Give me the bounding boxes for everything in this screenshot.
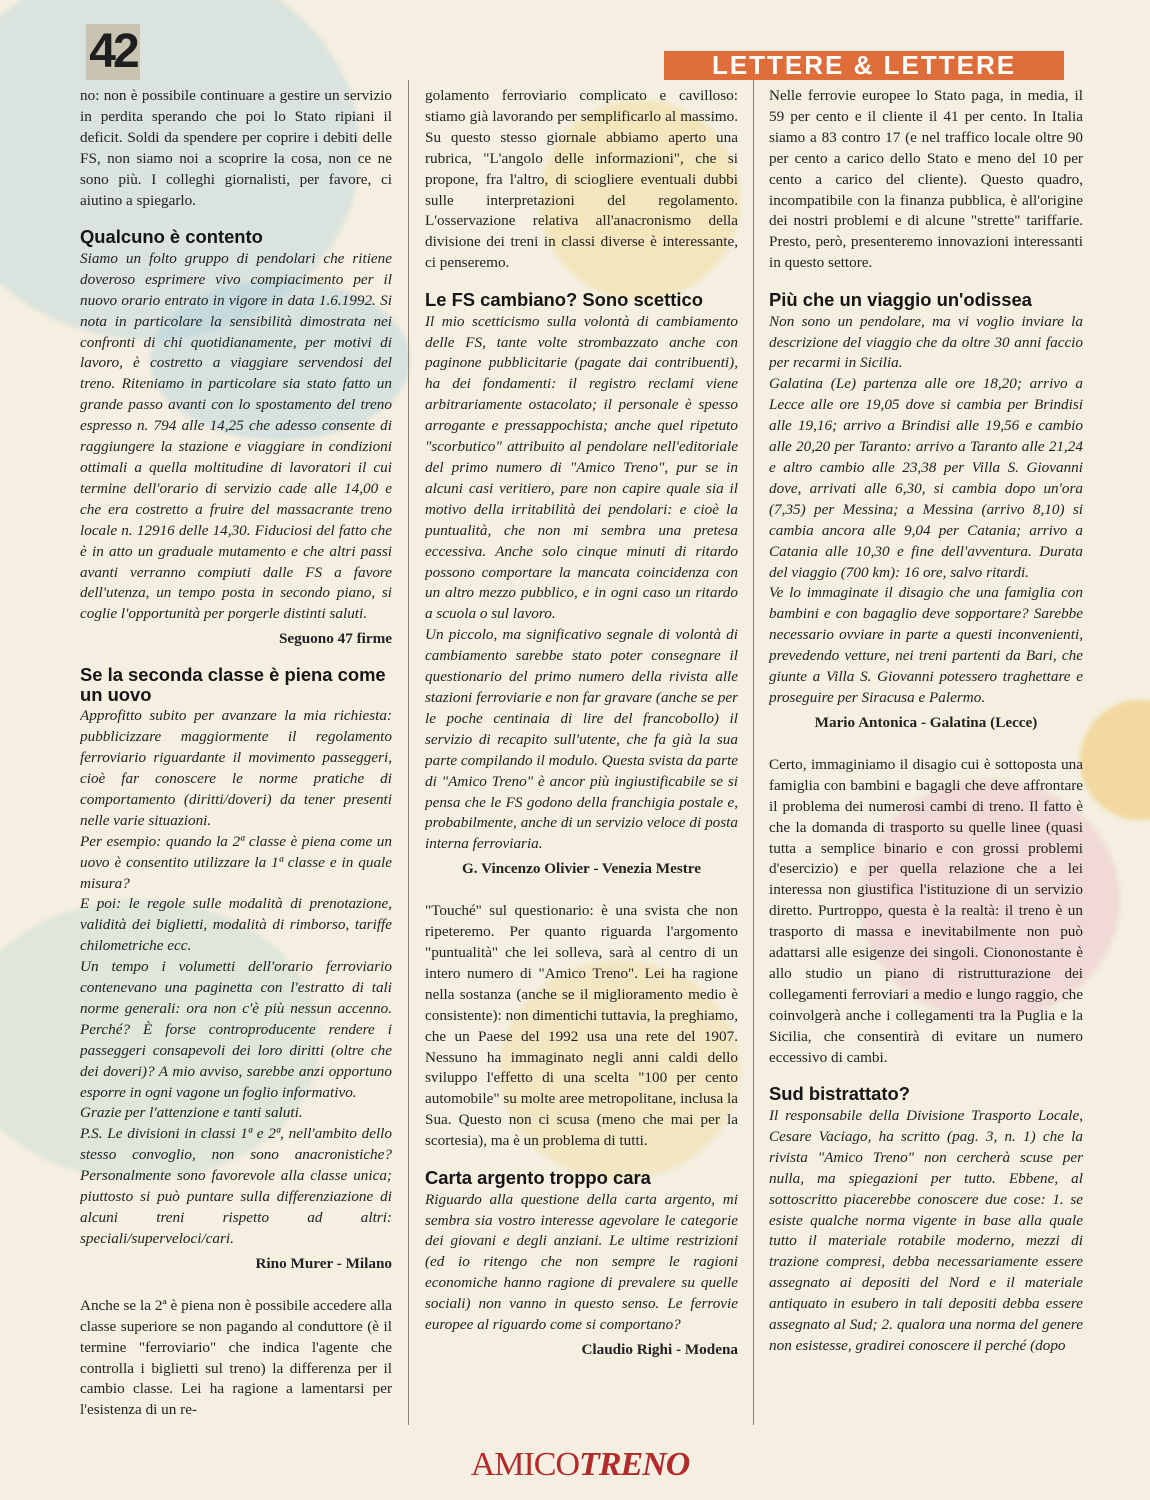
- letter-signature: Claudio Righi - Modena: [581, 1340, 738, 1358]
- letter-signature: Mario Antonica - Galatina (Lecce): [814, 713, 1038, 731]
- letter-heading: Qualcuno è contento: [80, 226, 263, 248]
- letter-heading: Più che un viaggio un'odissea: [769, 289, 1032, 311]
- letter-signature: Rino Murer - Milano: [255, 1254, 392, 1272]
- letter-heading: Carta argento troppo cara: [425, 1167, 651, 1189]
- letter-body: Siamo un folto gruppo di pendolari che ritiene doveroso esprimere vivo compiacimento per il nuovo orario entrato in vigore in data 1.6.1992. Si nota in particolare la sensibilità dimostrata nei confronti di chi quotidianamente, per motivi di lavoro, è costretto a viaggiare servendosi del treno. Riteniamo in particolare sia stato fatto un grande passo avanti con lo spostamento del treno espresso n. 794 alle 14,25 che adesso consente di raggiungere la stazione e viaggiare in condizioni ottimali a quella moltitudine di lavoratori il cui termine dell'orario di servizio cade alle 14,00 e che era costretto a fruire del massacrante treno locale n. 12916 delle 14,30. Fiduciosi del fatto che è in atto un graduale mutamento e che altri passi avanti verranno compiuti dalle FS a favore dell'utenza, un tempo posta in secondo piano, si coglie l'opportunità per porgerle distinti saluti.: [80, 249, 392, 623]
- logo-part-amico: AMICO: [470, 1446, 580, 1483]
- editor-reply: golamento ferroviario complicato e cavilloso: stiamo già lavorando per semplificarlo al massimo. Su questo stesso giornale abbiamo aperto una rubrica, "L'angolo delle informazioni", che si propone, fra l'altro, di sciogliere eventuali dubbi sulle interpretazioni del regolamento. L'osservazione relativa all'anacronismo della divisione dei treni in classi diverse è interessante, ci penseremo.: [425, 87, 738, 272]
- section-banner: LETTERE & LETTERE: [664, 51, 1064, 80]
- page-number: 42: [86, 24, 140, 80]
- letter-signature: Seguono 47 firme: [278, 630, 392, 648]
- letter-body: Il responsabile della Divisione Trasporto Locale, Cesare Vaciago, ha scritto (pag. 3, n. 1) che la rivista "Amico Treno" non cercherà scuse per nulla, ma spiegazioni per tutto. Ebbene, al sottoscritto piacerebbe conoscere due cose: 1. se esiste qualche norma vigente in base alla quale tutto il materiale rotabile moderno, mezzi di trazione compresi, debba necessariamente essere assegnato ai depositi del Nord e il materiale antiquato in esubero in tali depositi debba essere assegnato al Sud; 2. qualora una norma del genere non esistesse, gradirei conoscere il perché (dopo: [769, 1106, 1083, 1354]
- letter-body: Approfitto subito per avanzare la mia richiesta: pubblicizzare maggiormente il regolamento ferroviario riguardante il movimento passeggeri, cioè far conoscere le norme pratiche di comportamento (diritti/doveri) da tener presenti nelle varie situazioni.: [80, 707, 392, 829]
- column-1: [80, 86, 392, 1426]
- column-2: [425, 86, 738, 1426]
- letter-body: Un piccolo, ma significativo segnale di volontà di cambiamento sarebbe stato poter consegnare il questionario del primo numero della rivista alle stazioni ferroviarie e non far gravare (anche se per le poche centinaia di lire del francobollo) il servizio di recapito sull'utente, che fa già la sua parte compilando il modulo. Questa svista da parte di "Amico Treno" è ancor più ingiustificabile se si pensa che le FS godono della franchigia postale e, probabilmente, anche di un servizio veloce di posta interna ferroviaria.: [425, 626, 738, 853]
- letter-body: Ve lo immaginate il disagio che una famiglia con bambini e con bagaglio deve sopportare? Sarebbe necessario ovviare in parte a questi inconvenienti, prevedendo vetture, nei treni partenti da Bari, che giunte a Villa S. Giovanni potessero traghettare e proseguire per Siracusa e Palermo.: [769, 584, 1083, 706]
- editor-reply: Nelle ferrovie europee lo Stato paga, in media, il 59 per cento e il cliente il 41 per cento. In Italia siamo a 83 contro 17 (e nel traffico locale oltre 90 per cento a carico dello Stato e meno del 10 per cento a carico del cliente). Questo quadro, incompatibile con la finanza pubblica, è all'origine dei nostri problemi e di alcune "strette" tariffarie. Presto, però, presenteremo innovazioni interessanti in questo settore.: [769, 87, 1083, 272]
- letter-body: Non sono un pendolare, ma vi voglio inviare la descrizione del viaggio che da oltre 30 anni faccio per recarmi in Sicilia.: [769, 312, 1083, 372]
- editor-reply: Anche se la 2ª è piena non è possibile accedere alla classe superiore se non pagando al conduttore (è il termine "ferroviario" che indica l'agente che controlla i biglietti sul treno) la differenza per il cambio classe. Lei ha ragione a lamentarsi per l'esistenza di un re-: [80, 1296, 392, 1419]
- background-wash: [1080, 700, 1150, 820]
- column-divider: [408, 80, 409, 1425]
- column-3: [769, 86, 1083, 1426]
- letter-body: Per esempio: quando la 2ª classe è piena come un uovo è consentito utilizzare la 1ª classe e in quale misura?: [80, 832, 392, 892]
- letter-signature: G. Vincenzo Olivier - Venezia Mestre: [461, 860, 701, 878]
- letter-body: E poi: le regole sulle modalità di prenotazione, validità dei biglietti, modalità di rimborso, tariffe chilometriche ecc.: [80, 895, 392, 955]
- reply-continuation: no: non è possibile continuare a gestire un servizio in perdita sperando che poi lo Stato ripiani il deficit. Soldi da spendere per coprire i debiti delle FS, non siamo noi a scoprire la cosa, non ce ne sono più. I colleghi giornalisti, per favore, ci aiutino a spiegarlo.: [80, 87, 392, 209]
- letter-heading: Le FS cambiano? Sono scettico: [425, 289, 703, 311]
- letter-body: Il mio scetticismo sulla volontà di cambiamento delle FS, tante volte strombazzato anche con paginone pubblicitarie (pagate dai contribuenti), ha dei fondamenti: il registro reclami viene arbitrariamente ostacolato; il personale è spesso arrogante e pressappochista; anche quel ripetuto "scorbutico" attribuito al pendolare nell'editoriale del primo numero di "Amico Treno", pur se in alcuni casi veritiero, pare non capire quale sia il motivo della irritabilità dei pendolari: e cioè la puntualità, che non mi sembra una pretesa eccessiva. Anche solo cinque minuti di ritardo possono comportare la mancata coincidenza con un altro mezzo pubblico, e in ogni caso un ritardo a scuola o sul lavoro.: [425, 312, 738, 623]
- column-divider: [753, 80, 754, 1425]
- magazine-logo: [430, 1445, 730, 1485]
- letter-body: P.S. Le divisioni in classi 1ª e 2ª, nell'ambito dello stesso convoglio, non sono anacronistiche? Personalmente sono favorevole alla classe unica; piuttosto si può puntare sulla differenziazione di alcuni treni rispetto ad altri: speciali/superveloci/cari.: [80, 1125, 392, 1247]
- letter-heading: Se la seconda classe è piena come un uovo: [80, 664, 386, 705]
- letter-heading: Sud bistrattato?: [769, 1083, 910, 1105]
- letter-body: Riguardo alla questione della carta argento, mi sembra sia vostro interesse agevolare le categorie dei giovani e degli anziani. Le ultime restrizioni (ed io ritengo che non sempre le ragioni economiche hanno ragione di prevalere su quelle sociali) non vanno in questo senso. Le ferrovie europee al riguardo come si comportano?: [425, 1190, 738, 1334]
- letter-body: Un tempo i volumetti dell'orario ferroviario contenevano una paginetta con l'estratto di tali norme generali: ora non c'è più nessun accenno. Perché? È forse controproducente rendere i passeggeri consapevoli dei loro diritti (oltre che dei doveri)? A mio avviso, sarebbe anzi opportuno esporre in ogni vagone un foglio informativo.: [80, 958, 392, 1101]
- logo-part-treno: TRENO: [579, 1446, 690, 1483]
- letter-body: Galatina (Le) partenza alle ore 18,20; arrivo a Lecce alle ore 19,05 dove si cambia per Brindisi alle 19,16; arrivo a Brindisi alle 19,56 e cambio alle 20,20 per Taranto: arrivo a Taranto alle 21,24 e altro cambio alle 23,38 per Villa S. Giovanni dove, arrivati alle 6,30, si cambia dopo un'ora (7,35) per Messina; a Messina (arrivo 8,10) si cambia ancora alle 9,04 per Catania; arrivo a Catania alle 10,30 e fine dell'avventura. Durata del viaggio (700 km): 16 ore, salvo ritardi.: [769, 375, 1083, 581]
- editor-reply: "Touché" sul questionario: è una svista che non ripeteremo. Per quanto riguarda l'argomento "puntualità" che lei solleva, sarà al centro di un intero numero di "Amico Treno". Lei ha ragione nella sostanza (anche se il miglioramento medio è consistente): non dimentichi tuttavia, la preghiamo, che un Paese del 1992 usa una rete del 1907. Nessuno ha immaginato negli anni caldi dello sviluppo l'effetto di una scelta "100 per cento automobile" su molte aree metropolitane, inclusa la Sua. Questo non ci scusa (meno che mai per la scortesia), ma è un problema di tutti.: [425, 902, 738, 1150]
- editor-reply: Certo, immaginiamo il disagio cui è sottoposta una famiglia con bambini e bagagli che deve affrontare il problema dei numerosi cambi di treno. Il fatto è che la domanda di trasporto su quelle linee (quasi tutta a semplice binario e con grossi problemi d'esercizio) e per quella relazione che a lei interessa non giustifica l'istituzione di un servizio diretto. Purtroppo, questa è la realtà: il treno è un trasporto di massa e inevitabilmente non può adattarsi alle esigenze dei singoli. Ciononostante è allo studio un piano di ristrutturazione dei collegamenti ferroviari a medio e lungo raggio, che coinvolgerà anche i collegamenti tra la Puglia e la Sicilia, che consentirà di evitare un numero eccessivo di cambi.: [769, 755, 1083, 1066]
- letter-body: Grazie per l'attenzione e tanti saluti.: [80, 1104, 303, 1122]
